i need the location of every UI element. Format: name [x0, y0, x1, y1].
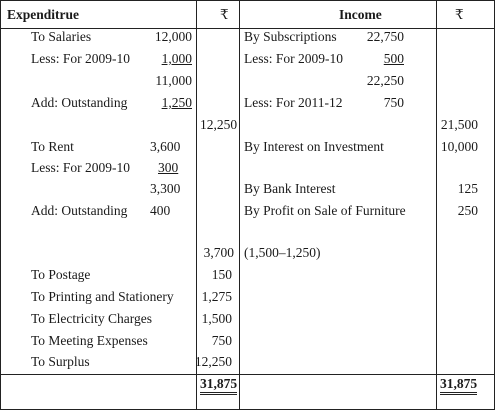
subscriptions-amount: 22,750	[366, 29, 404, 44]
surplus-amount: 12,250	[194, 354, 232, 369]
income-grand-total: 31,875	[440, 376, 477, 395]
salaries-less-label: Less: For 2009-10	[31, 51, 130, 66]
rupee-header-right: ₹	[455, 7, 464, 22]
postage-label: To Postage	[31, 267, 91, 282]
income-header: Income	[339, 7, 382, 22]
postage-amount: 150	[211, 267, 232, 282]
salaries-amount: 12,000	[154, 29, 192, 44]
table-bottom-border	[0, 409, 495, 410]
salaries-total: 12,250	[200, 117, 238, 132]
interest-inv-label: By Interest on Investment	[244, 139, 384, 154]
subs-less2-label: Less: For 2011-12	[244, 95, 343, 110]
salaries-less-amount: 1,000	[161, 51, 192, 66]
rent-amount: 3,600	[150, 139, 181, 154]
subs-total: 21,500	[440, 117, 478, 132]
subs-less1-label: Less: For 2009-10	[244, 51, 343, 66]
rent-total: 3,700	[203, 245, 234, 260]
rent-less-label: Less: For 2009-10	[31, 160, 130, 175]
subs-less2-amount: 750	[383, 95, 404, 110]
printing-label: To Printing and Stationery	[31, 289, 174, 304]
rent-label: To Rent	[31, 139, 74, 154]
center-divider	[239, 0, 240, 410]
rent-add-amount: 400	[150, 203, 171, 218]
electricity-amount: 1,500	[201, 311, 232, 326]
table-top-border	[0, 0, 495, 1]
rent-subtotal: 3,300	[150, 181, 181, 196]
profit-amount: 250	[457, 203, 478, 218]
rupee-header-left: ₹	[220, 7, 229, 22]
subs-subtotal: 22,250	[366, 73, 404, 88]
printing-amount: 1,275	[201, 289, 232, 304]
bank-interest-label: By Bank Interest	[244, 181, 336, 196]
salaries-label: To Salaries	[31, 29, 92, 44]
meeting-amount: 750	[211, 333, 232, 348]
subs-less1-amount: 500	[383, 51, 404, 66]
salaries-subtotal: 11,000	[155, 73, 192, 88]
expenditure-header: Expenditrue	[7, 7, 80, 22]
interest-inv-amount: 10,000	[440, 139, 478, 154]
meeting-label: To Meeting Expenses	[31, 333, 148, 348]
electricity-label: To Electricity Charges	[31, 311, 153, 326]
total-row-divider	[0, 374, 495, 375]
rent-less-amount: 300	[158, 160, 179, 175]
rent-add-label: Add: Outstanding	[31, 203, 128, 218]
subscriptions-label: By Subscriptions	[244, 29, 337, 44]
left-border	[0, 0, 1, 410]
profit-label: By Profit on Sale of Furniture	[244, 203, 406, 218]
expenditure-grand-total: 31,875	[200, 376, 237, 395]
salaries-add-amount: 1,250	[161, 95, 192, 110]
surplus-label: To Surplus	[31, 354, 90, 369]
bank-interest-amount: 125	[457, 181, 478, 196]
salaries-add-label: Add: Outstanding	[31, 95, 128, 110]
profit-note: (1,500–1,250)	[244, 245, 321, 260]
